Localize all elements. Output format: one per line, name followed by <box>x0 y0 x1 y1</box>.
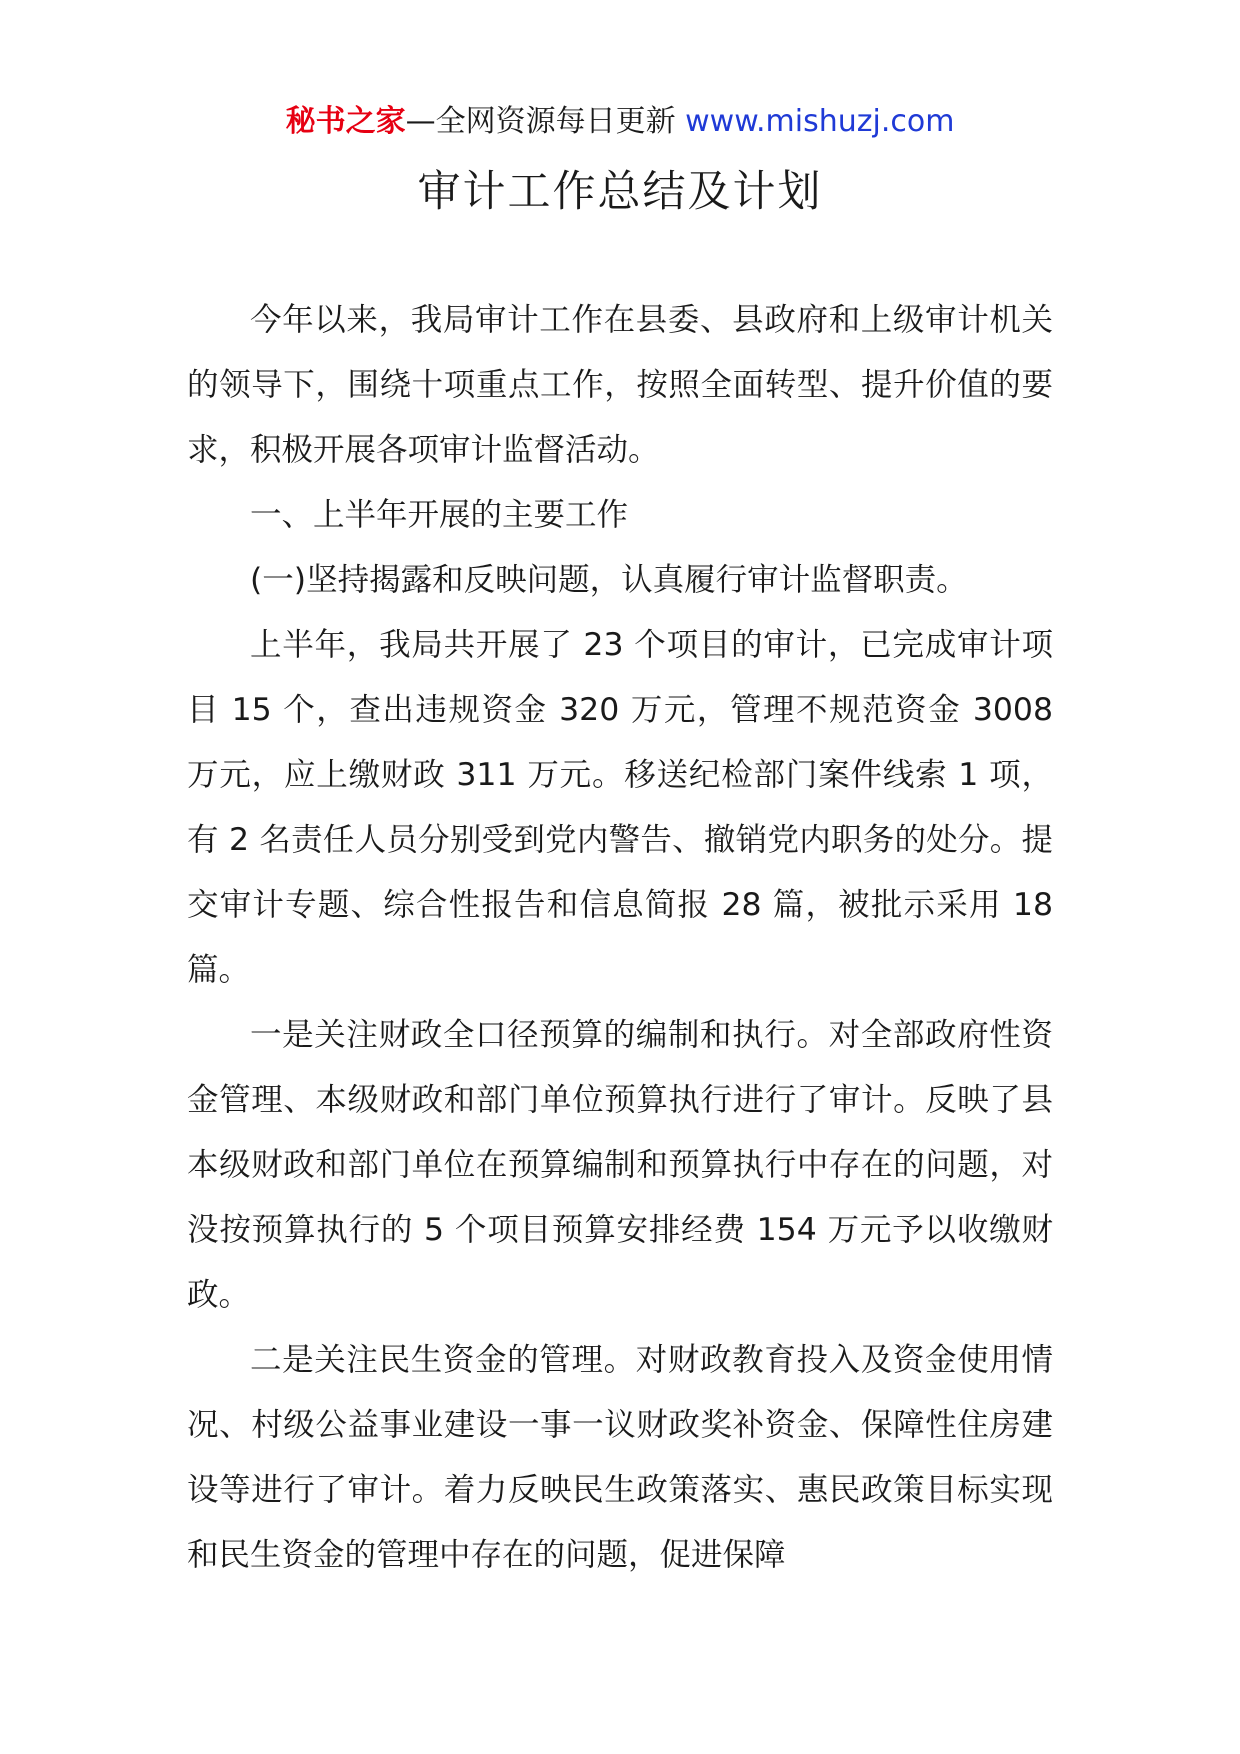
paragraph-budget: 一是关注财政全口径预算的编制和执行。对全部政府性资金管理、本级财政和部门单位预算执行进行了审计。反映了县本级财政和部门单位在预算编制和预算执行中存在的问题，对没按预算执行的 5 个项目预算安排经费 154 万元予以收缴财政。 <box>187 1017 1053 1313</box>
site-header <box>0 100 1240 144</box>
document-title: 审计工作总结及计划 <box>417 167 823 217</box>
paragraph-intro: 今年以来，我局审计工作在县委、县政府和上级审计机关的领导下，围绕十项重点工作，按照全面转型、提升价值的要求，积极开展各项审计监督活动。 <box>187 302 1053 468</box>
subsection-heading: (一)坚持揭露和反映问题，认真履行审计监督职责。 <box>250 562 968 598</box>
site-url-link[interactable]: www.mishuzj.com <box>685 104 955 139</box>
header-tagline: —全网资源每日更新 <box>405 104 686 139</box>
paragraph-summary: 上半年，我局共开展了 23 个项目的审计，已完成审计项目 15 个，查出违规资金 320 万元，管理不规范资金 3008 万元，应上缴财政 311 万元。移送纪检部门案件线索 1 项，有 2 名责任人员分别受到党内警告、撤销党内职务的处分。提交审计专题、综合性报告和信息简报 28 篇，被批示采用 18 篇。 <box>187 627 1053 988</box>
section-heading: 一、上半年开展的主要工作 <box>250 497 629 533</box>
document-body <box>187 288 1053 1588</box>
paragraph-livelihood: 二是关注民生资金的管理。对财政教育投入及资金使用情况、村级公益事业建设一事一议财政奖补资金、保障性住房建设等进行了审计。着力反映民生政策落实、惠民政策目标实现和民生资金的管理中存在的问题，促进保障 <box>187 1342 1053 1573</box>
brand-name: 秘书之家 <box>285 104 406 139</box>
